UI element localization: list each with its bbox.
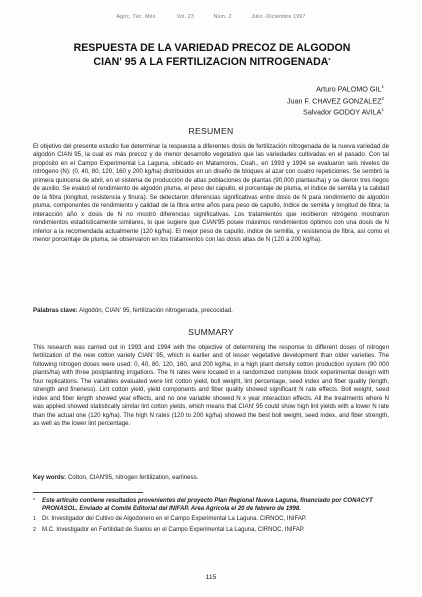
resumen-text: El objetivo del presente estudio fue determinar la respuesta a diferentes dosis de fertilización nitrogenada de la nueva variedad de algodón CIAN 95, la cual es más precoz y de menor desarrollo vegetativo que las variedades cultivadas en el pasado. Con tal propósito en el Campo Experimental La Laguna, ubicado en Matamoros, Coah., en 1993 y 1994 se evaluaron seis niveles de nitrógeno (N): (0, 40, 80, 120, 160 y 200 kg/ha) distribuidos en un diseño de bloques al azar con cuatro repeticiones. Se sembró la primera quincena de abril, en el sistema de producción de altas poblaciones de plantas (90,000 plantas/ha) y se dieron tres riegos de auxilio. Se evaluó el rendimiento de algodón pluma, el peso del capullo, el porcentaje de pluma, el índice de semilla y la calidad de la fibra (longitud, resistencia y finura). Se detectaron diferencias significativas entre dosis de N para rendimiento de algodón pluma, componentes de rendimiento y calidad de la fibra entre años para peso de capullo, índice de semilla y longitud de fibra; la interacción año x dosis de N no mostró diferencias significativas. Los tratamientos que recibieron nitrógeno mostraron rendimientos estadísticamente similares, lo que sugiere que CIAN'95 posee máximos rendimientos óptimos con una dosis de N inferior a la recomendada actualmente (120 kg/ha). El mejor peso de capullo, índice de semilla, y resistencia de fibra, así como el menor porcentaje de pluma, se observaron en los tratamientos con las dosis altas de N (120 a 200 kg/ha). — [33, 143, 389, 243]
summary-text: This research was carried out in 1993 and 1994 with the objective of determining the response to different doses of nitrogen fertilization of the new cotton variety CIAN' 95, which is earlier and of lesser vegetative development than older varieties. The following nitrogen doses were used: 0, 40, 80, 120, 160, and 200 kg/ha, in a high plant density cotton production system (90 000 plants/ha) with three postplanting irrigations. The N rates were located in a randomized complete block experimental design with four replications. The variables evaluated were lint cotton yield, boll weight, lint percentage, seed index and fiber quality (length, strength and fineness). Lint cotton yield, yield components and fiber quality showed significant N rate effects. Boll weight, seed index and fiber length showed year effects, and no one variable showed N x year interaction effects. All the treatments where N was applied showed statistically similar lint cotton yields, which means that CIAN' 95 could show high lint yields with a lower N rate than the actual one (120 kg/ha). The high N rates (120 to 200 kg/ha) showed the best boll weight, seed index, and fiber strength, as well as the lower lint percentage. — [33, 344, 389, 428]
author: Salvador GODOY AVILA$^1$ — [303, 107, 384, 117]
journal-volume: Vol. 23 — [176, 14, 194, 20]
title-line-2: CIAN' 95 A LA FERTILIZACION NITROGENADA* — [93, 56, 331, 68]
journal-period: Julio -Diciembre 1997 — [251, 14, 306, 20]
author: Arturo PALOMO GIL$^1$ — [316, 84, 384, 94]
palabras-clave-text: Algodón, CIAN' 95, fertilización nitrogenada, precocidad. — [79, 307, 233, 314]
footnote: * Este artículo contiene resultados provenientes del proyecto Plan Regional Nueva Laguna, financiado por CONACYT PRONASOL. Enviado al Comité Editorial del INIFAP. Area Agrícola el 20 de febrero de 1998. — [33, 498, 373, 513]
title-line-1: RESPUESTA DE LA VARIEDAD PRECOZ DE ALGODON — [73, 42, 351, 54]
footnotes — [33, 497, 389, 536]
page-number: 115 — [205, 574, 217, 581]
palabras-clave — [33, 307, 389, 315]
palabras-clave-label: Palabras clave: — [33, 307, 78, 314]
author-list — [287, 82, 384, 117]
summary-heading: SUMMARY — [188, 327, 234, 337]
article-title — [40, 41, 384, 69]
key-words — [33, 474, 389, 482]
resumen-heading: RESUMEN — [188, 126, 234, 136]
journal-header — [0, 14, 422, 20]
key-words-text: Cotton, CIAN'95, nitrogen fertilization, earliness. — [67, 474, 199, 481]
footnote-divider — [33, 492, 143, 493]
key-words-label: Key words: — [33, 474, 67, 481]
journal-number: Núm. 2 — [213, 14, 232, 20]
title-footnote-mark: * — [328, 58, 331, 64]
footnote: 1 Dr. Investigador del Cultivo de Algodonero en el Campo Experimental La Laguna. CIRNOC, INIFAP. — [33, 516, 307, 523]
journal-name: Agric. Téc. Méx. — [116, 14, 158, 20]
author: Juan F. CHAVEZ GONZALEZ$^2$ — [286, 95, 384, 106]
footnote: 2 M.C. Investigador en Fertilidad de Suelos en el Campo Experimental La Laguna, CIRNOC, INIFAP. — [33, 526, 305, 533]
